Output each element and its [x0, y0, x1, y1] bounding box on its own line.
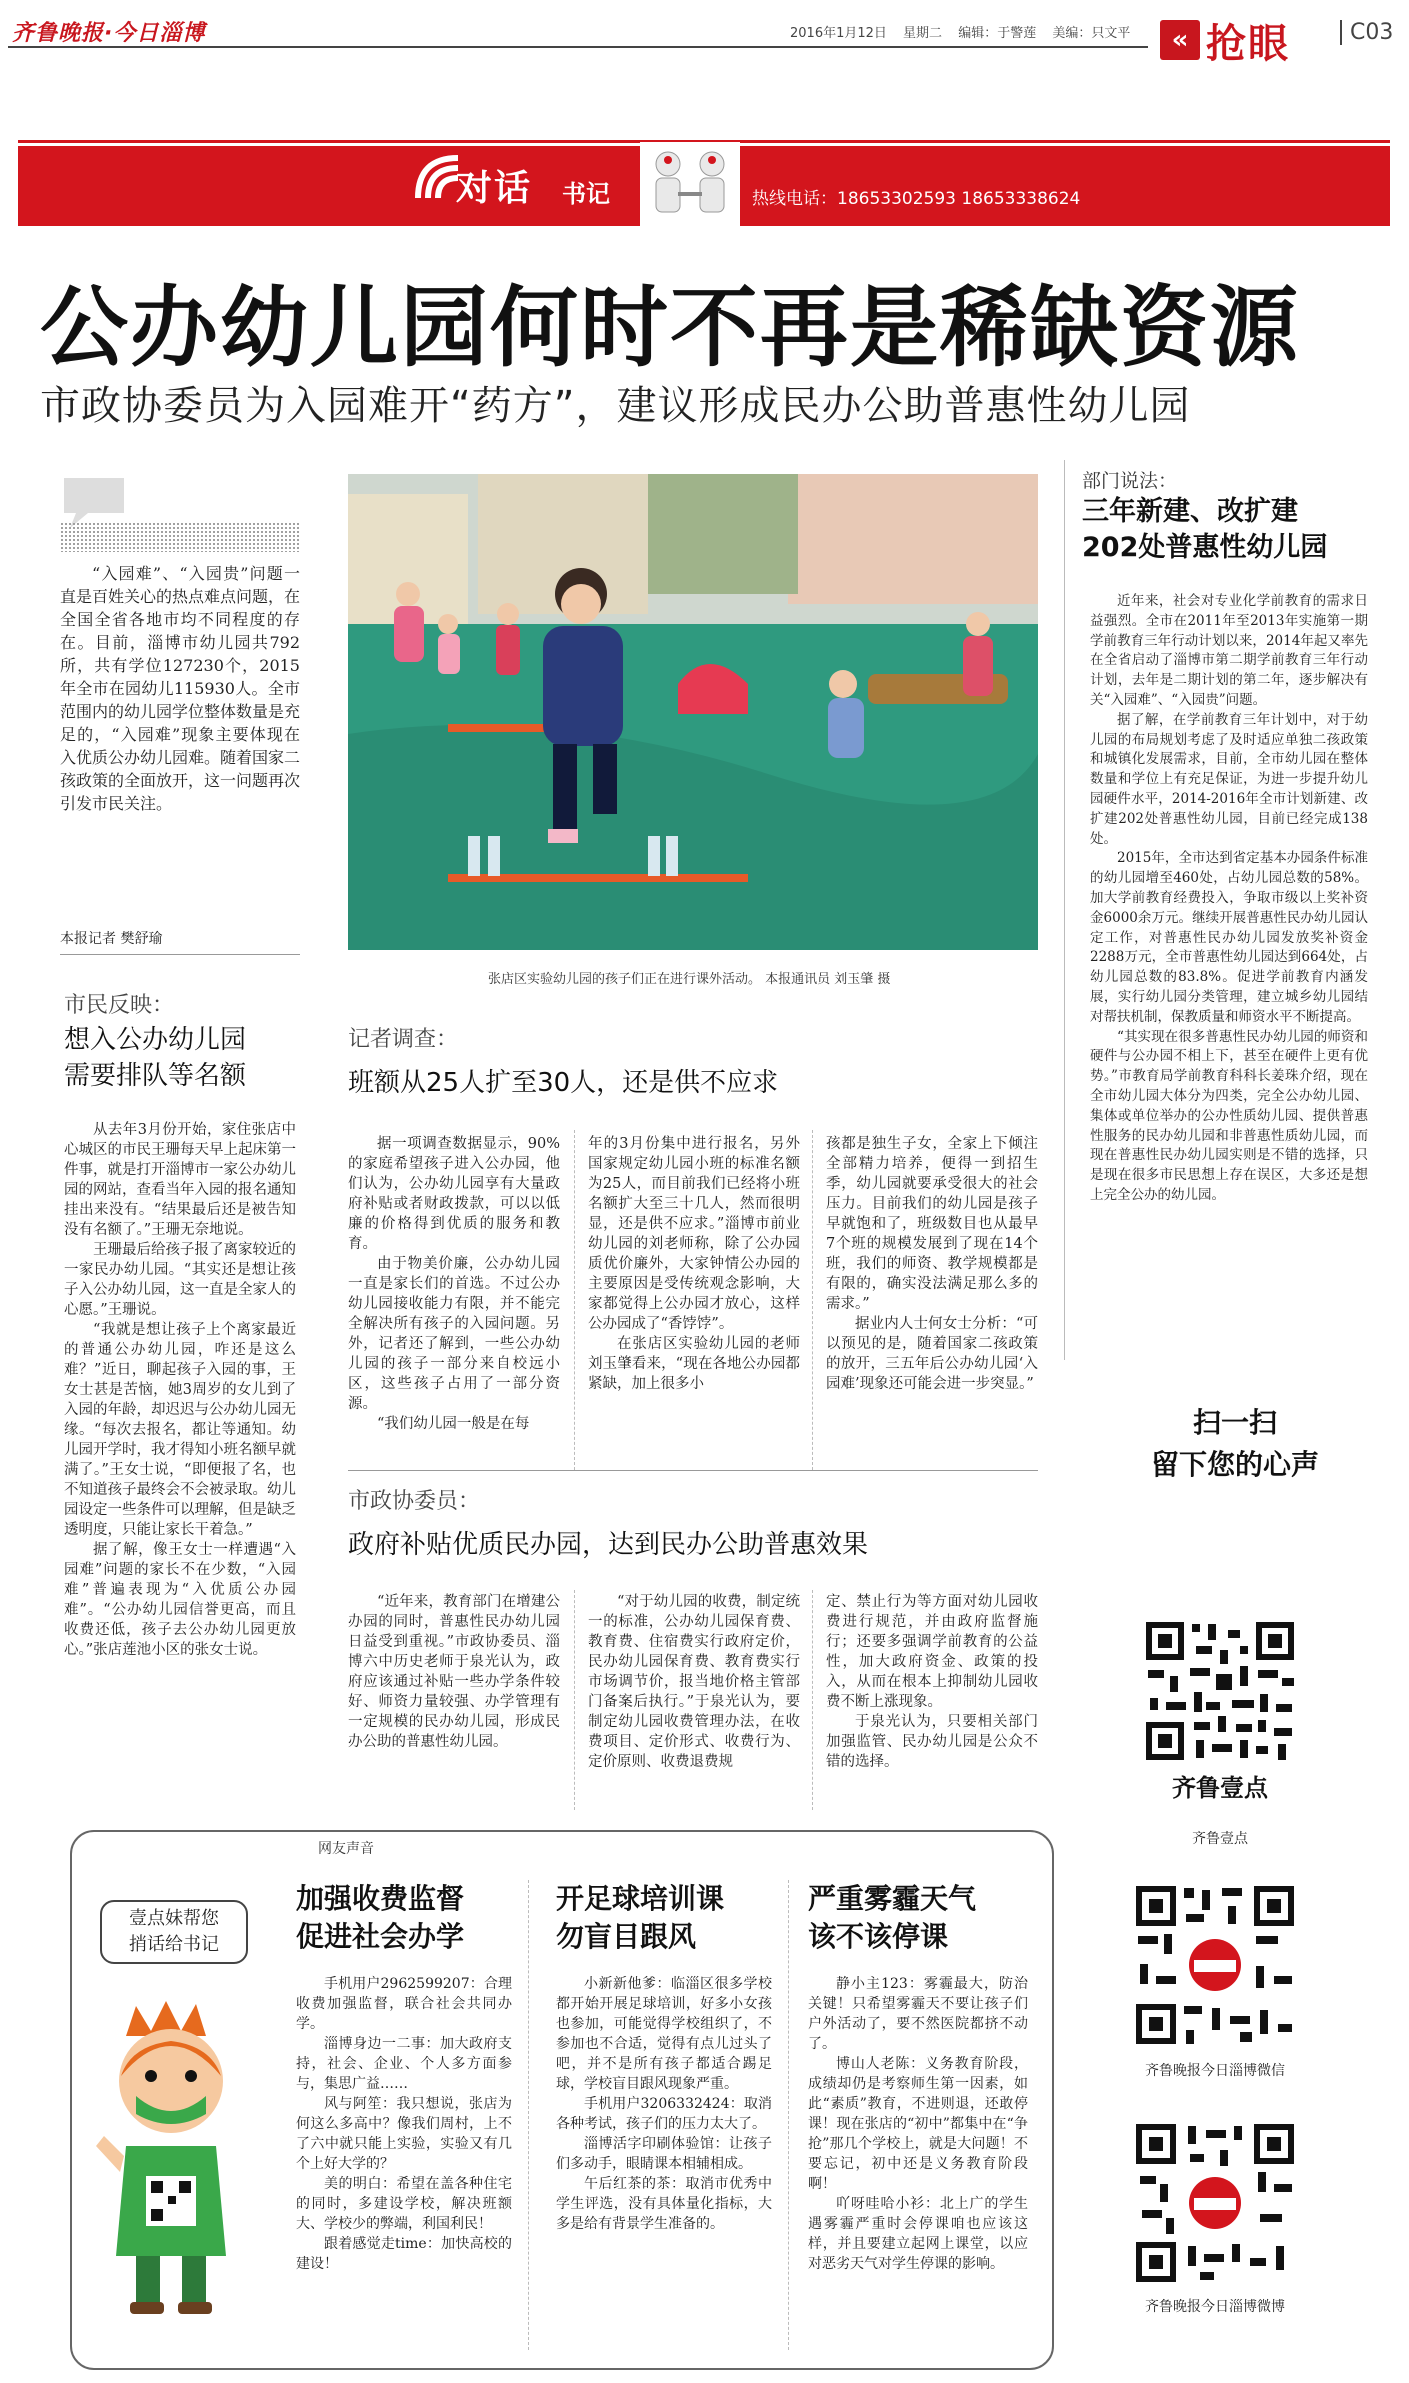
- qr-brand-text: 齐鲁壹点: [1172, 1774, 1268, 1802]
- lead-paragraph: [60, 562, 300, 815]
- committee-col-1: [348, 1592, 560, 1752]
- bubble-line2: 捎话给书记: [129, 1934, 219, 1955]
- netizen-col3-title-line2: 该不该停课: [808, 1920, 949, 1953]
- dotted-pattern: [60, 522, 300, 552]
- paragraph: “其实现在很多普惠性民办幼儿园的师资和硬件与公办园不相上下，甚至在硬件上更有优势。”市教育局学前教育科科长姜珠介绍，现在全市幼儿园大体分为四类，完全公办幼儿园、集体或单位举办的公办性质幼儿园、提供普惠性服务的民办幼儿园和非普惠性质幼儿园，而现在普惠性民办幼儿园实则是不错的选择，只是现在很多市民思想上存在误区，大多还是想上完全公办的幼儿园。: [1090, 1028, 1368, 1203]
- committee-col-3: [826, 1592, 1038, 1772]
- masthead-rule: [8, 46, 1148, 48]
- netizen-col2-body: [556, 1974, 772, 2234]
- issue-info: [790, 22, 1142, 41]
- paragraph: “对于幼儿园的收费，制定统一的标准，公办幼儿园保育费、教育费、住宿费实行政府定价，民办幼儿园保育费、教育费实行市场调节价，报当地价格主管部门备案后执行。”于泉光认为，要制定幼儿园收费管理办法，在收费项目、定价形式、收费行为、定价原则、收费退费规: [588, 1594, 800, 1770]
- hotline-numbers: 热线电话：18653302593 18653338624: [752, 189, 1081, 209]
- netizen-col1-title: [296, 1880, 516, 1956]
- paragraph: 据业内人士何女士分析：“可以预见的是，随着国家二孩政策的放开，三五年后公办幼儿园‘入园难’现象还可能会进一步突显。”: [826, 1316, 1038, 1392]
- paragraph: “我们幼儿园一般是在每: [377, 1416, 530, 1432]
- committee-title: 政府补贴优质民办园，达到民办公助普惠效果: [348, 1530, 869, 1560]
- netizen-col1-title-line1: 加强收费监督: [296, 1882, 465, 1915]
- comment: 风与阿笙：我只想说，张店为何这么多高中？像我们周村，上不了六中就只能上实验，实验又有几个上好大学的？: [296, 2096, 512, 2172]
- scan-line1: 扫一扫: [1192, 1406, 1277, 1439]
- quote-marker: [64, 478, 124, 528]
- paragraph: 据了解，在学前教育三年计划中，对于幼儿园的布局规划考虑了及时适应单独二孩政策和城镇化发展需求，目前，全市幼儿园在整体数量和学位上有充足保证，为进一步提升幼儿园硬件水平，2014-2016年全市计划新建、改扩建202处普惠性幼儿园，目前已经完成138处。: [1090, 711, 1368, 847]
- netizen-tag: 网友声音: [312, 1838, 380, 1858]
- column-divider: [788, 1880, 789, 2350]
- paragraph: 由于物美价廉，公办幼儿园一直是家长们的首选。不过公办幼儿园接收能力有限，并不能完全解决所有孩子的入园问题。另外，记者还了解到，一些公办幼儿园的孩子一部分来自校远小区，这些孩子占用了一部分资源。: [348, 1256, 560, 1412]
- speech-bubble: [100, 1900, 248, 1964]
- right-column-rule: [1064, 460, 1065, 1360]
- photo-caption: 张店区实验幼儿园的孩子们正在进行课外活动。 本报通讯员 刘玉肇 摄: [488, 972, 891, 987]
- banner-title: 对话: [456, 168, 533, 209]
- issue-date: 2016年1月12日: [790, 26, 887, 41]
- qr-label-3: 齐鲁晚报今日淄博微博: [1145, 2299, 1285, 2315]
- dialogue-figures-icon: [640, 142, 740, 232]
- qr-label-1: 齐鲁壹点: [1192, 1831, 1248, 1847]
- column-divider: [528, 1880, 529, 2350]
- paragraph: 据一项调查数据显示，90%的家庭希望孩子进入公办园，他们认为，公办幼儿园享有大量政府补贴或者财政拨款，可以以低廉的价格得到优质的服务和教育。: [348, 1136, 560, 1252]
- paragraph: 定、禁止行为等方面对幼儿园收费进行规范，并由政府监督施行；还要多强调学前教育的公益性，加大政府资金、政策的投入，从而在根本上抑制幼儿园收费不断上涨现象。: [826, 1594, 1038, 1710]
- survey-col-1: [348, 1134, 560, 1434]
- qr-code-wechat[interactable]: [1130, 1880, 1300, 2050]
- comment: 手机用户3206332424：取消各种考试，孩子们的压力太大了。: [556, 2096, 772, 2132]
- netizen-col2-title-line1: 开足球培训课: [556, 1882, 725, 1915]
- paragraph: 年的3月份集中进行报名，另外国家规定幼儿园小班的标准名额为25人，而目前我们已经将小班名额扩大至三十几人，然而很明显，还是供不应求。”淄博市前业幼儿园的刘老师称，除了公办园质优价廉外，大家钟情公办园的主要原因是受传统观念影响，大家都觉得上公办园才放心，这样公办园成了“香饽饽”。: [588, 1136, 800, 1332]
- double-chevron-icon: «: [1160, 20, 1200, 60]
- paragraph: 在张店区实验幼儿园的老师刘玉肇看来，“现在各地公办园都紧缺，加上很多小: [588, 1336, 800, 1392]
- netizen-col3-title-line1: 严重雾霾天气: [808, 1882, 977, 1915]
- section-badge: [1160, 14, 1330, 66]
- section-name: 抢眼: [1206, 20, 1290, 67]
- column-divider: [574, 1590, 575, 1810]
- comment: 跟着感觉走time：加快高校的建设！: [296, 2236, 512, 2272]
- column-divider: [812, 1590, 813, 1810]
- lead-text: “入园难”、“入园贵”问题一直是百姓关心的热点难点问题，在全国全省各地市均不同程度的存在。目前，淄博市幼儿园共792所，共有学位127230个，2015年全市在园幼儿115930人。全市范围内的幼儿园学位整体数量是充足的，“入园难”现象主要体现在入优质公办幼儿园难。随着国家二孩政策的全面放开，这一问题再次引发市民关注。: [60, 564, 301, 813]
- comment: 小新新他爹：临淄区很多学校都开始开展足球培训，好多小女孩也参加，可能觉得学校组织了，不参加也不合适，觉得有点儿过头了吧，并不是所有孩子都适合踢足球，学校盲目跟风现象严重。: [556, 1976, 772, 2092]
- paragraph: 从去年3月份开始，家住张店中心城区的市民王珊每天早上起床第一件事，就是打开淄博市一家公办幼儿园的网站，查看当年入园的报名通知挂出来没有。“结果最后还是被告知没有名额了。”王珊无奈地说。: [64, 1122, 296, 1238]
- kindergarten-photo: [348, 474, 1038, 950]
- department-body: [1090, 592, 1368, 1206]
- column-divider: [574, 1130, 575, 1470]
- section-divider: [348, 1470, 1038, 1471]
- paragraph: 近年来，社会对专业化学前教育的需求日益强烈。全市在2011年至2013年实施第一期学前教育三年行动计划以来，2014年起又率先在全省启动了淄博市第二期学前教育三年行动计划，去年是二期计划的第二年，逐步解决有关“入园难”、“入园贵”问题。: [1090, 593, 1368, 708]
- scan-line2: 留下您的心声: [1150, 1448, 1319, 1481]
- designer-credit: 美编：只文平: [1052, 26, 1131, 41]
- committee-tag: 市政协委员：: [348, 1489, 481, 1514]
- citizen-title-line2: 需要排队等名额: [64, 1061, 247, 1091]
- survey-col-2: [588, 1134, 800, 1394]
- comment: 午后红茶的茶：取消市优秀中学生评选，没有具体量化指标，大多是给有背景学生准备的。: [556, 2176, 772, 2232]
- issue-weekday: 星期二: [903, 26, 943, 41]
- citizen-title-line1: 想入公办幼儿园: [64, 1025, 247, 1055]
- editor-credit: 编辑：于警莲: [958, 26, 1037, 41]
- page-number: C03: [1340, 20, 1393, 45]
- paragraph: 于泉光认为，只要相关部门加强监管、民办幼儿园是公众不错的选择。: [826, 1714, 1038, 1770]
- netizen-col2-title: [556, 1880, 776, 1956]
- netizen-col3-title: [808, 1880, 1028, 1956]
- netizen-col3-body: [808, 1974, 1028, 2274]
- comment: 美的明白：希望在盖各种住宅的同时，多建设学校，解决班额大、学校少的弊端，利国利民！: [296, 2176, 512, 2232]
- column-divider: [812, 1130, 813, 1470]
- netizen-col2-title-line2: 勿盲目跟风: [556, 1920, 697, 1953]
- paragraph: “近年来，教育部门在增建公办园的同时，普惠性民办幼儿园日益受到重视。”市政协委员、淄博六中历史老师于泉光认为，政府应该通过补贴一些办学条件较好、师资力量较强、办学管理有一定规模的民办幼儿园，形成民办公助的普惠性幼儿园。: [348, 1594, 560, 1750]
- scan-prompt: [1110, 1402, 1360, 1486]
- qr-code-qilu-yidian[interactable]: [1140, 1616, 1300, 1816]
- paragraph: 王珊最后给孩子报了离家较近的一家民办幼儿园。“其实还是想让孩子入公办幼儿园，这一直是全家人的心愿。”王珊说。: [64, 1242, 296, 1318]
- banner-subtitle: 书记: [562, 180, 610, 208]
- qr-code-weibo[interactable]: [1130, 2118, 1300, 2288]
- survey-title: 班额从25人扩至30人，还是供不应求: [348, 1068, 779, 1098]
- paragraph: 据了解，像王女士一样遭遇“入园难”问题的家长不在少数，“入园难”普遍表现为“入优质公办园难”。“公办幼儿园信誉更高，而且收费还低，孩子去公办幼儿园更放心。”张店莲池小区的张女士说。: [64, 1542, 296, 1658]
- department-title-line2: 202处普惠性幼儿园: [1082, 532, 1328, 563]
- citizen-tag: 市民反映：: [64, 993, 175, 1018]
- intro-divider: [60, 954, 300, 955]
- bubble-line1: 壹点妹帮您: [129, 1908, 219, 1929]
- committee-col-2: [588, 1592, 800, 1772]
- sub-headline: 市政协委员为入园难开“药方”，建议形成民办公助普惠性幼儿园: [40, 383, 1191, 429]
- reporter-byline: 本报记者 樊舒瑜: [60, 931, 163, 947]
- department-title-line1: 三年新建、改扩建: [1082, 496, 1298, 527]
- citizen-title: [64, 1022, 246, 1094]
- department-tag: 部门说法：: [1082, 470, 1178, 492]
- paragraph: “我就是想让孩子上个离家最近的普通公办幼儿园，咋还是这么难？”近日，聊起孩子入园的事，王女士甚是苦恼，她3周岁的女儿到了入园的年龄，却迟迟与公办幼儿园无缘。“每次去报名，都让等通知。幼儿园开学时，我才得知小班名额早就满了。”王女士说，“即便报了名，也不知道孩子最终会不会被录取。幼儿园设定一些条件可以理解，但是缺乏透明度，只能让家长干着急。”: [64, 1322, 296, 1538]
- department-title: [1082, 494, 1382, 566]
- citizen-body: [64, 1120, 296, 1660]
- paragraph: 2015年，全市达到省定基本办园条件标准的幼儿园增至460处，占幼儿园总数的58%。加大学前教育经费投入，争取市级以上奖补资金6000余万元。继续开展普惠性民办幼儿园认定工作，对普惠性民办幼儿园发放奖补资金2288万元，全市普惠性幼儿园达到664处，占幼儿园总数的83.8%。促进学前教育内涵发展，实行幼儿园分类管理，建立城乡幼儿园结对帮扶机制，保教质量和师资水平不断提高。: [1090, 850, 1368, 1025]
- netizen-col1-title-line2: 促进社会办学: [296, 1920, 465, 1953]
- netizen-col1-body: [296, 1974, 512, 2274]
- qr-label-2: 齐鲁晚报今日淄博微信: [1145, 2063, 1285, 2079]
- paragraph: 孩都是独生子女，全家上下倾注全部精力培养，便得一到招生季，幼儿园就要承受很大的社会压力。目前我们的幼儿园是孩子早就饱和了，班级数目也从最早7个班的规模发展到了现在14个班，我们的师资、教学规模都是有限的，确实没法满足那么多的需求。”: [826, 1136, 1038, 1312]
- survey-tag: 记者调查：: [348, 1027, 459, 1052]
- survey-col-3: [826, 1134, 1038, 1394]
- paper-logo: 齐鲁晚报·今日淄博: [12, 21, 206, 46]
- comment: 手机用户2962599207：合理收费加强监督，联合社会共同办学。: [296, 1976, 512, 2032]
- comment: 淄博身边一二事：加大政府支持，社会、企业、个人多方面参与，集思广益……: [296, 2036, 512, 2092]
- main-headline: 公办幼儿园何时不再是稀缺资源: [40, 275, 1301, 379]
- comment: 淄博活字印刷体验馆：让孩子们多动手，眼睛课本相辅相成。: [556, 2136, 772, 2172]
- comment: 静小主123：雾霾最大，防治关键！只希望雾霾天不要让孩子们户外活动了，要不然医院都挤不动了。: [808, 1976, 1028, 2052]
- comment: 博山人老陈：义务教育阶段，成绩却仍是考察师生第一因素，如此“素质”教育，不进则退，还敢停课！现在张店的“初中”都集中在“争抢”那几个学校上，就是大问题！不要忘记，初中还是义务教育阶段啊！: [808, 2056, 1028, 2192]
- mascot-figure: [96, 1996, 246, 2326]
- comment: 吖呀哇哈小衫：北上广的学生遇雾霾严重时会停课咱也应该这样，并且要建立起网上课堂，以应对恶劣天气对学生停课的影响。: [808, 2196, 1028, 2272]
